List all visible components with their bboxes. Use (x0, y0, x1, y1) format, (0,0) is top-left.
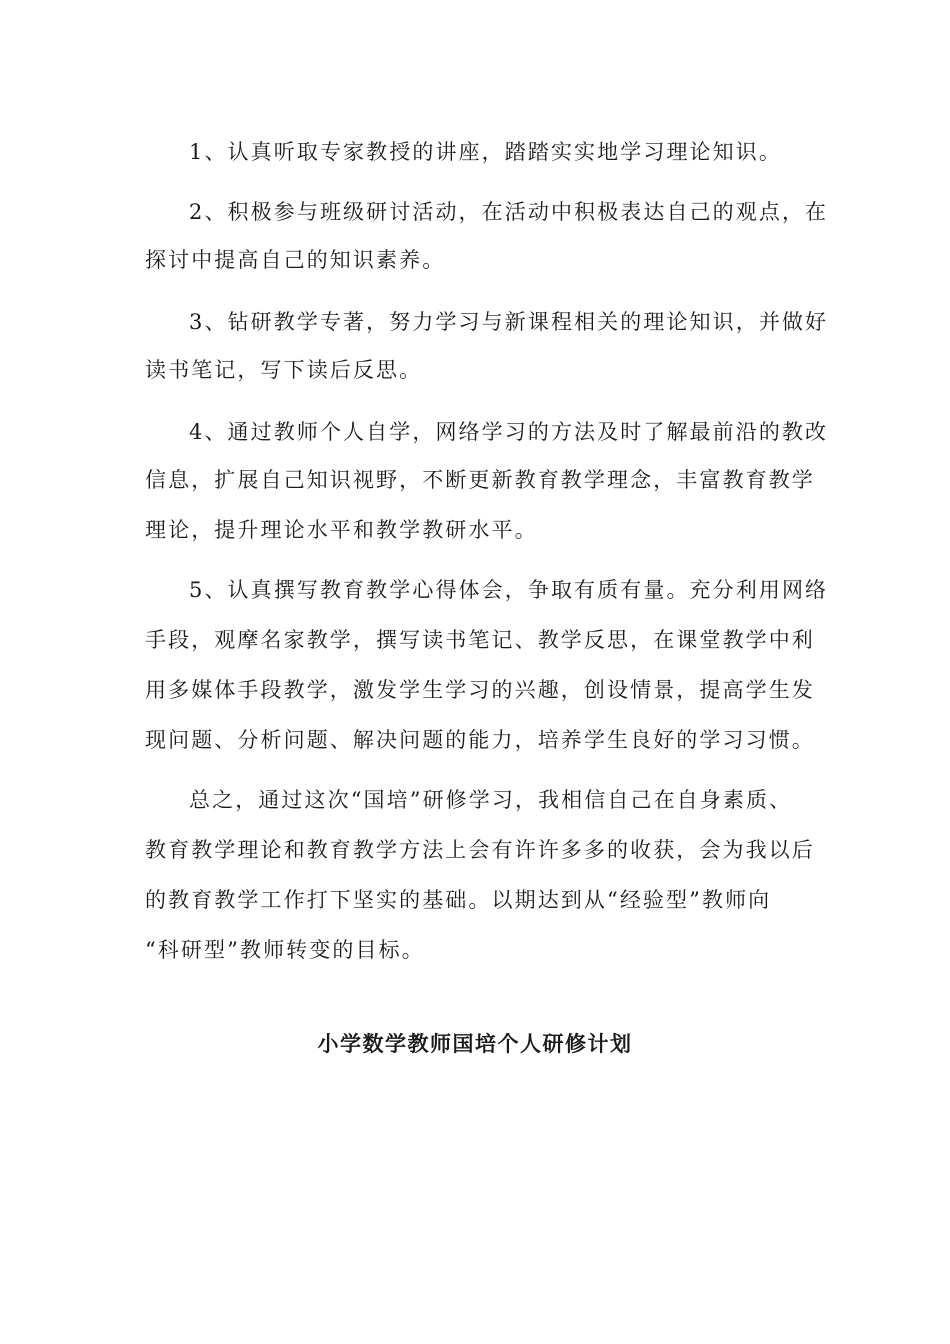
paragraph-5-line-4: 现问题、分析问题、解决问题的能力，培养学生良好的学习习惯。 (145, 728, 815, 752)
paragraph-5-line-2: 手段，观摩名家教学，撰写读书笔记、教学反思，在课堂教学中利 (145, 628, 815, 652)
paragraph-1-line-1: 1、认真听取专家教授的讲座，踏踏实实地学习理论知识。 (189, 140, 782, 164)
paragraph-4-line-2: 信息，扩展自己知识视野，不断更新教育教学理念，丰富教育教学 (145, 468, 815, 492)
paragraph-4-line-1: 4、通过教师个人自学，网络学习的方法及时了解最前沿的教改 (189, 420, 829, 444)
paragraph-5-line-3: 用多媒体手段教学，激发学生学习的兴趣，创设情景，提高学生发 (145, 678, 815, 702)
paragraph-2-line-2: 探讨中提高自己的知识素养。 (145, 248, 446, 272)
paragraph-3-line-1: 3、钻研教学专著，努力学习与新课程相关的理论知识，并做好 (189, 310, 829, 334)
paragraph-2-line-1: 2、积极参与班级研讨活动，在活动中积极表达自己的观点，在 (189, 200, 829, 224)
section-title: 小学数学教师国培个人研修计划 (317, 1031, 633, 1056)
paragraph-4-line-3: 理论，提升理论水平和教学教研水平。 (145, 518, 538, 542)
conclusion-line-2: 教育教学理论和教育教学方法上会有许许多多的收获，会为我以后 (145, 838, 815, 862)
paragraph-5-line-1: 5、认真撰写教育教学心得体会，争取有质有量。充分利用网络 (189, 578, 829, 602)
conclusion-line-3: 的教育教学工作打下坚实的基础。以期达到从“经验型”教师向 (145, 888, 772, 912)
conclusion-line-4: “科研型”教师转变的目标。 (145, 938, 425, 962)
conclusion-line-1: 总之，通过这次“国培”研修学习，我相信自己在自身素质、 (189, 788, 793, 812)
paragraph-3-line-2: 读书笔记，写下读后反思。 (145, 358, 423, 382)
